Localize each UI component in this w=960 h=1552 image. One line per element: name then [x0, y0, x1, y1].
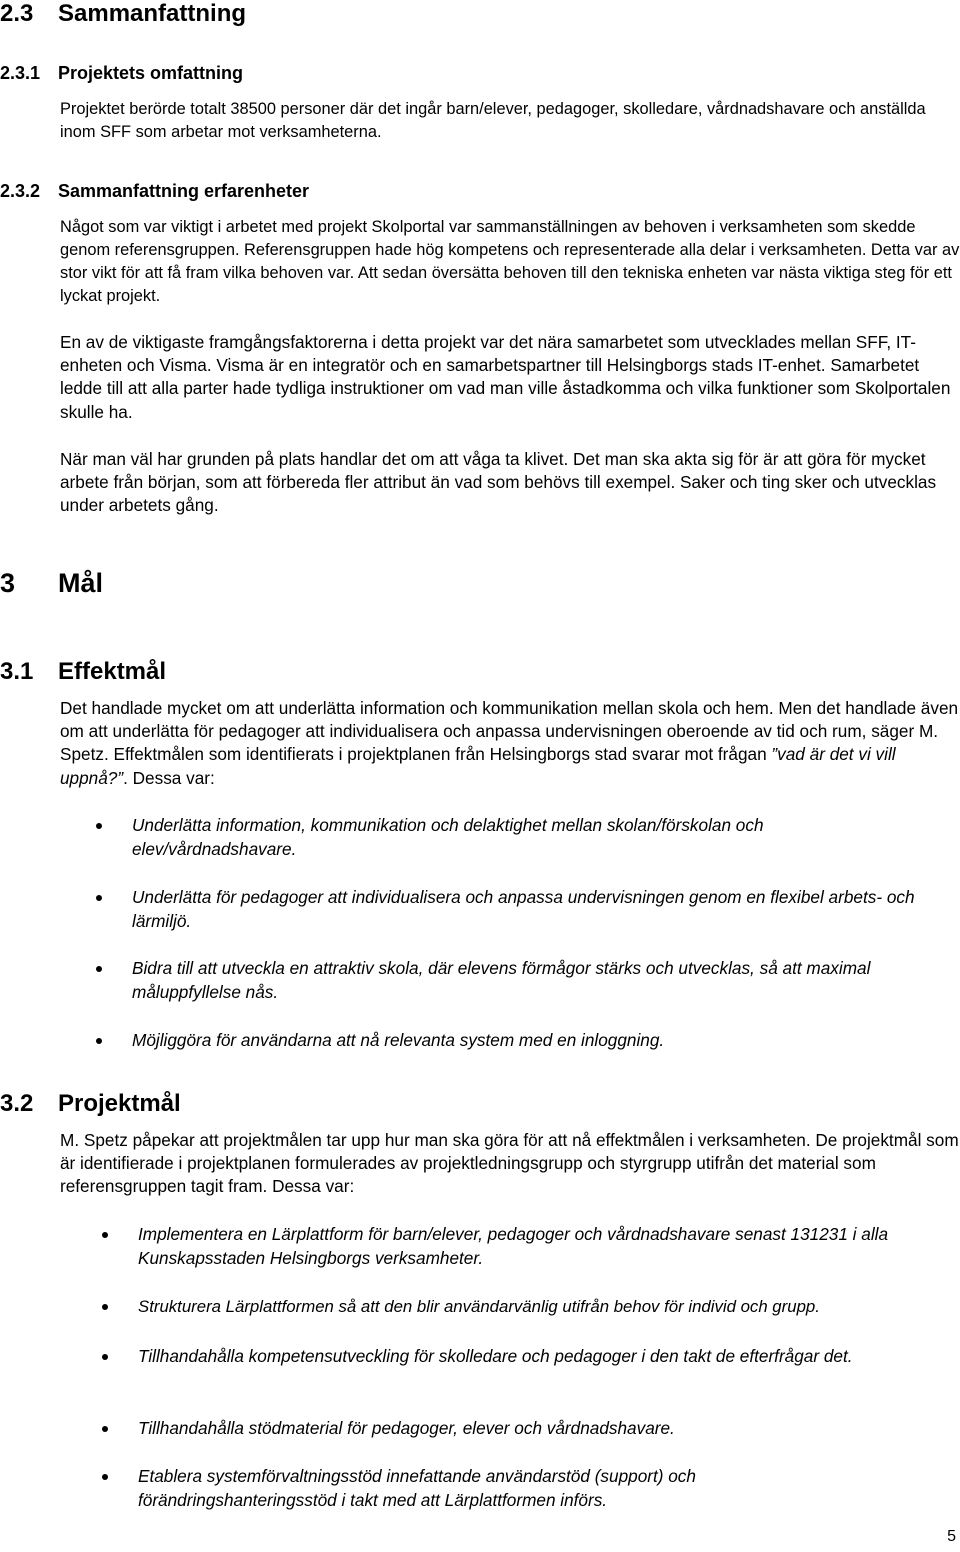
- bullet-icon: [102, 1426, 108, 1432]
- heading-title: Projektets omfattning: [58, 63, 244, 83]
- list-item: Bidra till att utveckla en attraktiv skola, där elevens förmågor stärks och utvecklas, så att maximal måluppfyllelse nås.: [132, 958, 871, 1002]
- bullet-icon: [102, 1354, 108, 1360]
- paragraph-text: . Dessa var:: [123, 767, 215, 788]
- bullet-icon: [96, 895, 102, 901]
- list-item: Tillhandahålla kompetensutveckling för skolledare och pedagoger i den takt de efterfrågar det.: [138, 1346, 853, 1366]
- list-item: Underlätta information, kommunikation och delaktighet mellan skolan/förskolan och elev/vårdnadshavare.: [132, 815, 764, 859]
- heading-number: 3.2: [0, 1090, 34, 1117]
- paragraph-effect-goals: [60, 697, 960, 790]
- list-item: Möjliggöra för användarna att nå relevanta system med en inloggning.: [132, 1030, 665, 1050]
- page-number: 5: [947, 1528, 956, 1545]
- paragraph-project-goals: M. Spetz påpekar att projektmålen tar upp hur man ska göra för att nå effektmålen i verksamheten. De projektmål som är identifierade i projektplanen formulerades av projektledningsgrupp och styrgrupp utifrån det material som referensgruppen tagit fram. Dessa var:: [60, 1130, 959, 1197]
- heading-3-2: [0, 1090, 181, 1118]
- bullet-icon: [96, 966, 102, 972]
- heading-title: Effektmål: [58, 658, 167, 685]
- heading-number: 2.3: [0, 0, 34, 27]
- paragraph-foundation: När man väl har grunden på plats handlar det om att våga ta klivet. Det man ska akta sig för är att göra för mycket arbete från början, som att förbereda fler attribut än vad som behövs till exempel. Saker och ting sker och utvecklas under arbetets gång.: [60, 449, 937, 516]
- heading-2-3-1: [0, 62, 243, 84]
- emphasized-question: ”vad är det vi vill uppnå?”: [60, 744, 896, 788]
- heading-2-3-2: [0, 180, 309, 202]
- heading-3-1: [0, 658, 166, 686]
- list-item: Implementera en Lärplattform för barn/elever, pedagoger och vårdnadshavare senast 131231 i alla Kunskapsstaden Helsingborgs verksamheter.: [138, 1224, 889, 1268]
- heading-title: Sammanfattning: [58, 0, 247, 27]
- list-item: Etablera systemförvaltningsstöd innefattande användarstöd (support) och förändringshanteringsstöd i takt med att Lärplattformen införs.: [138, 1466, 696, 1510]
- heading-title: Sammanfattning erfarenheter: [58, 181, 310, 201]
- paragraph-project-scope: Projektet berörde totalt 38500 personer där det ingår barn/elever, pedagoger, skolledare, vårdnadshavare och anställda inom SFF som arbetar mot verksamheterna.: [60, 100, 926, 141]
- paragraph-text: Det handlade mycket om att underlätta information och kommunikation mellan skola och hem. Men det handlade även om att underlätta för pedagoger att individualisera och anpassa undervisningen oberoende av tid och rum, säger M. Spetz. Effektmålen som identifierats i projektplanen från Helsingborgs stad svarar mot frågan: [60, 698, 959, 765]
- paragraph-success-factors: En av de viktigaste framgångsfaktorerna i detta projekt var det nära samarbetet som utvecklades mellan SFF, IT-enheten och Visma. Visma är en integratör och en samarbetspartner till Helsingborgs stads IT-enhet. Samarbetet ledde till att alla parter hade tydliga instruktioner om vad man ville åstadkomma och vilka funktioner som Skolportalen skulle ha.: [60, 332, 951, 422]
- heading-number: 2.3.2: [0, 181, 41, 201]
- heading-number: 3.1: [0, 658, 34, 685]
- bullet-icon: [102, 1232, 108, 1238]
- bullet-icon: [102, 1304, 108, 1310]
- heading-title: Projektmål: [58, 1090, 181, 1117]
- heading-3: [0, 567, 103, 599]
- paragraph-experiences: Något som var viktigt i arbetet med projekt Skolportal var sammanställningen av behoven i verksamheten som skedde genom referensgruppen. Referensgruppen hade hög kompetens och representerade alla delar i verksamheten. Detta var av stor vikt för att få fram vilka behoven var. Att sedan översätta behoven till den tekniska enheten var nästa viktiga steg för ett lyckat projekt.: [60, 218, 960, 305]
- list-item: Underlätta för pedagoger att individualisera och anpassa undervisningen genom en flexibel arbets- och lärmiljö.: [132, 887, 915, 931]
- list-item: Tillhandahålla stödmaterial för pedagoger, elever och vårdnadshavare.: [138, 1418, 675, 1438]
- heading-number: 2.3.1: [0, 63, 41, 83]
- heading-2-3: [0, 0, 246, 28]
- bullet-icon: [102, 1474, 108, 1480]
- bullet-icon: [96, 1038, 102, 1044]
- heading-number: 3: [0, 568, 16, 598]
- heading-title: Mål: [58, 568, 104, 598]
- bullet-icon: [96, 823, 102, 829]
- list-item: Strukturera Lärplattformen så att den blir användarvänlig utifrån behov för individ och grupp.: [138, 1297, 820, 1316]
